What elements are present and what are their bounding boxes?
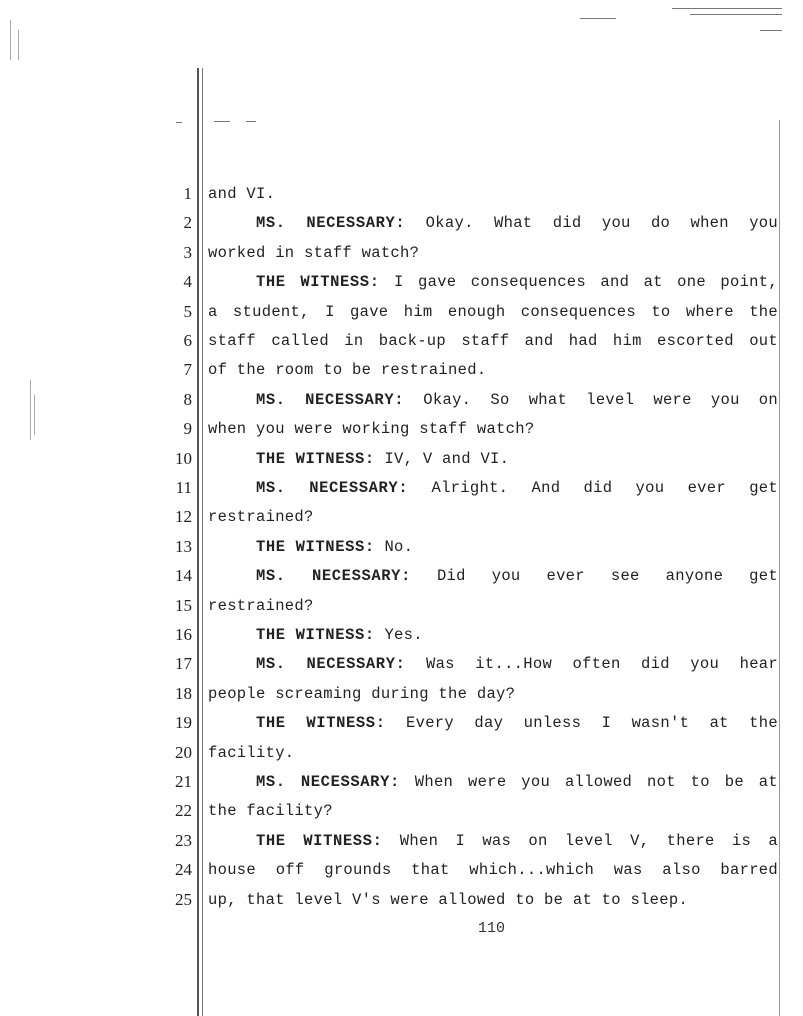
scan-mark — [176, 122, 182, 123]
speaker-label: MS. NECESSARY: — [256, 655, 406, 674]
line-body: Was it...How often did you hear — [425, 655, 778, 674]
scan-smudge — [10, 20, 11, 60]
line-number: 14 — [175, 566, 192, 586]
scan-mark — [580, 18, 616, 19]
transcript-line — [256, 214, 778, 232]
line-number: 7 — [183, 360, 192, 380]
transcript-line — [256, 626, 778, 644]
speaker-label: MS. NECESSARY: — [256, 390, 405, 409]
line-body: I gave consequences and at one point, — [394, 273, 778, 292]
transcript-line — [256, 655, 778, 673]
line-number: 15 — [175, 595, 192, 615]
line-body: restrained? — [208, 508, 314, 527]
scan-smudge — [18, 30, 19, 60]
line-number: 13 — [175, 536, 192, 556]
transcript-line — [256, 567, 778, 585]
speaker-label: THE WITNESS: — [256, 831, 383, 850]
transcript-line — [256, 538, 778, 556]
line-body: when you were working staff watch? — [208, 420, 535, 439]
line-body: Yes. — [384, 626, 423, 644]
transcript-line — [208, 303, 778, 321]
line-body: Did you ever see anyone get — [436, 567, 778, 586]
transcript-line — [208, 185, 778, 203]
transcript-line — [208, 508, 778, 526]
line-number: 4 — [183, 272, 192, 292]
transcript-line — [256, 273, 778, 291]
line-number: 11 — [175, 478, 192, 497]
line-number: 12 — [175, 507, 192, 527]
line-body: When were you allowed not to be at — [414, 773, 778, 791]
line-body: of the room to be restrained. — [208, 361, 487, 380]
scan-smudge — [30, 380, 31, 440]
transcript-line — [208, 332, 778, 350]
speaker-label: MS. NECESSARY: — [256, 567, 411, 586]
transcript-line — [256, 450, 778, 468]
line-body: up, that level V's were allowed to be at to sleep. — [208, 890, 689, 909]
line-body: Every day unless I wasn't at the — [406, 714, 778, 733]
scan-mark — [246, 121, 256, 122]
line-number: 20 — [175, 742, 192, 762]
line-number: 17 — [175, 654, 192, 674]
speaker-label: THE WITNESS: — [256, 273, 380, 292]
speaker-label: MS. NECESSARY: — [256, 479, 409, 497]
line-number: 21 — [175, 772, 192, 791]
scan-mark — [214, 121, 230, 122]
scan-mark — [760, 30, 782, 31]
transcript-line — [208, 420, 778, 438]
transcript-line — [208, 802, 778, 820]
line-number: 16 — [175, 625, 192, 644]
transcript-line — [208, 891, 778, 909]
line-body: and VI. — [208, 185, 276, 203]
transcript-line — [256, 479, 778, 497]
line-body: the facility? — [208, 802, 333, 821]
page-number: 110 — [478, 920, 506, 937]
scan-mark — [690, 14, 782, 15]
scan-mark — [672, 8, 782, 9]
line-number: 9 — [183, 419, 192, 439]
line-number: 22 — [175, 801, 192, 821]
line-number: 6 — [183, 331, 192, 350]
line-body: When I was on level V, there is a — [399, 831, 778, 850]
transcript-line — [208, 744, 778, 762]
speaker-label: THE WITNESS: — [256, 626, 375, 644]
line-body: Okay. So what level were you on — [423, 390, 778, 409]
line-body: staff called in back-up staff and had him escorted out — [208, 332, 778, 350]
line-number: 25 — [175, 889, 192, 909]
line-body: house off grounds that which...which was also barred — [208, 861, 778, 880]
line-body: facility. — [208, 743, 295, 762]
speaker-label: THE WITNESS: — [256, 449, 375, 468]
speaker-label: THE WITNESS: — [256, 537, 375, 556]
line-body: Alright. And did you ever get — [431, 479, 778, 497]
line-number: 18 — [175, 683, 192, 703]
transcript-line — [208, 861, 778, 879]
line-body: people screaming during the day? — [208, 684, 516, 703]
line-body: No. — [384, 537, 414, 556]
transcript-line — [256, 773, 778, 791]
scan-smudge — [34, 395, 35, 435]
line-number: 19 — [175, 713, 192, 733]
transcript-line — [208, 244, 778, 262]
transcript-line — [208, 685, 778, 703]
line-number: 8 — [183, 389, 192, 409]
transcript-line — [256, 391, 778, 409]
line-number: 5 — [183, 301, 192, 321]
speaker-label: MS. NECESSARY: — [256, 214, 406, 233]
right-margin-rule — [779, 120, 780, 1016]
transcript-line — [208, 361, 778, 379]
transcript-line — [256, 832, 778, 850]
transcript-line — [256, 714, 778, 732]
line-number: 1 — [183, 184, 192, 203]
line-number: 24 — [175, 860, 192, 880]
speaker-label: THE WITNESS: — [256, 714, 386, 733]
left-margin-rule — [197, 68, 203, 1016]
line-body: restrained? — [208, 596, 314, 615]
speaker-label: MS. NECESSARY: — [256, 773, 400, 791]
line-body: a student, I gave him enough consequences to where the — [208, 302, 778, 321]
line-body: IV, V and VI. — [384, 449, 510, 468]
line-number: 3 — [183, 242, 192, 262]
line-number: 10 — [175, 448, 192, 468]
line-body: worked in staff watch? — [208, 243, 420, 262]
line-number: 2 — [183, 213, 192, 233]
line-body: Okay. What did you do when you — [425, 214, 779, 233]
line-number: 23 — [175, 830, 192, 850]
transcript-line — [208, 597, 778, 615]
